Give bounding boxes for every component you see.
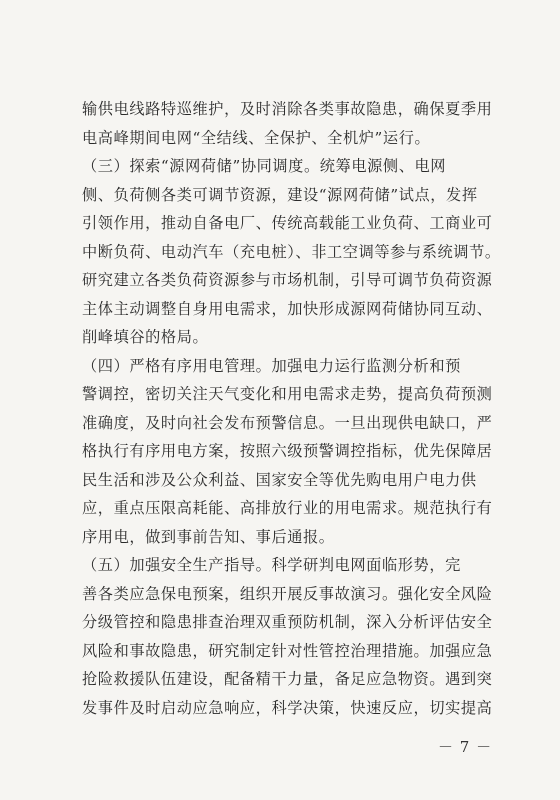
body-text xyxy=(82,95,501,722)
text-line: 警调控，密切关注天气变化和用电需求走势，提高负荷预测 xyxy=(82,385,493,403)
text-line: 研究建立各类负荷资源参与市场机制，引导可调节负荷资源 xyxy=(82,271,493,289)
paragraph-4 xyxy=(82,551,492,722)
text-line: 善各类应急保电预案，组织开展反事故演习。强化安全风险 xyxy=(82,584,493,603)
text-line: 输供电线路特巡维护，及时消除各类事故隐患，确保夏季用 xyxy=(82,100,493,118)
paragraph-1 xyxy=(82,95,492,152)
text-line: 侧、负荷侧各类可调节资源，建设“源网荷储”试点，发挥 xyxy=(82,185,478,204)
text-line: 抢险救援队伍建设，配备精干力量，备足应急物资。遇到突 xyxy=(82,670,493,688)
page-number: － 7 － xyxy=(438,738,493,756)
paragraph-2 xyxy=(82,152,501,352)
text-line: 民生活和涉及公众利益、国家安全等优先购电用户电力供 xyxy=(82,470,477,489)
text-line: 分级管控和隐患排查治理双重预防机制，深入分析评估安全 xyxy=(82,613,493,631)
text-line: 引领作用，推动自备电厂、传统高载能工业负荷、工商业可 xyxy=(82,214,493,232)
text-line: 削峰填谷的格局。 xyxy=(82,328,209,346)
text-line: 中断负荷、电动汽车（充电桩）、非工空调等参与系统调节。 xyxy=(82,242,501,261)
text-line: 主体主动调整自身用电需求，加快形成源网荷储协同互动、 xyxy=(82,299,493,318)
text-line: 应，重点压限高耗能、高排放行业的用电需求。规范执行有 xyxy=(82,499,493,517)
text-line: 发事件及时启动应急响应，科学决策，快速反应，切实提高 xyxy=(82,698,493,717)
text-line: 序用电，做到事前告知、事后通报。 xyxy=(82,527,335,546)
text-line: 格执行有序用电方案，按照六级预警调控指标，优先保障居 xyxy=(82,442,493,460)
text-line: 准确度，及时向社会发布预警信息。一旦出现供电缺口，严 xyxy=(82,413,493,432)
text-line: （三）探索“源网荷储”协同调度。统筹电源侧、电网 xyxy=(82,157,447,175)
text-line: 风险和事故隐患，研究制定针对性管控治理措施。加强应急 xyxy=(82,641,493,660)
paragraph-3 xyxy=(82,352,492,552)
text-line: （四）严格有序用电管理。加强电力运行监测分析和预 xyxy=(82,356,461,375)
text-line: （五）加强安全生产指导。科学研判电网面临形势，完 xyxy=(82,556,461,574)
text-line: 电高峰期间电网“全结线、全保护、全机炉”运行。 xyxy=(82,128,431,147)
